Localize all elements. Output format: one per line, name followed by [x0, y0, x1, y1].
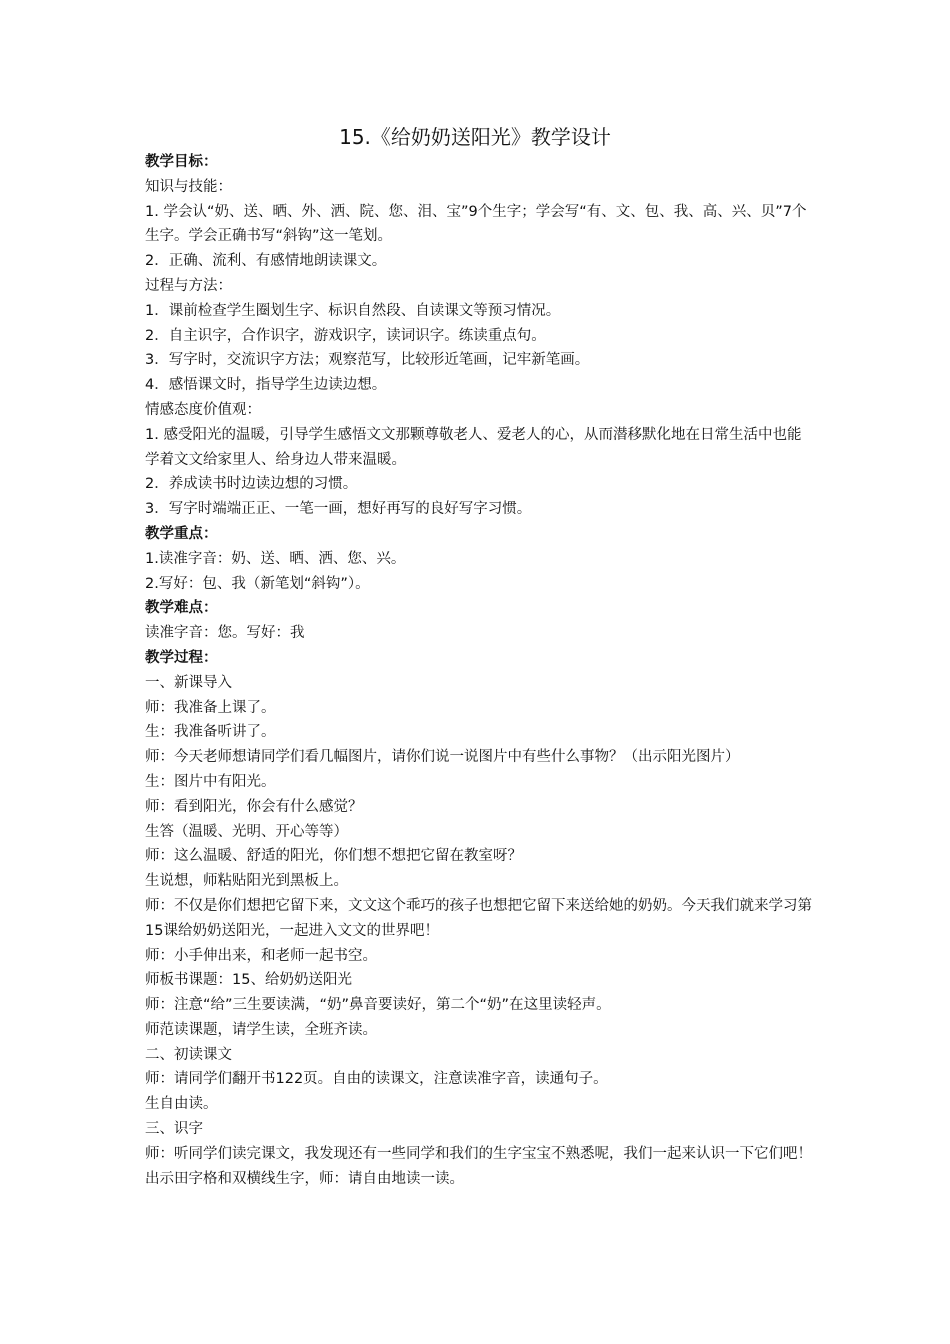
dialogue-line: 生：图片中有阳光。 [145, 773, 276, 790]
dialogue-line: 生答（温暖、光明、开心等等） [145, 823, 348, 840]
dialogue-line: 生：我准备听讲了。 [145, 724, 276, 741]
knowledge-heading: 知识与技能： [145, 178, 232, 195]
section-heading: 三、识字 [145, 1121, 203, 1138]
dialogue-line: 师：看到阳光，你会有什么感觉？ [145, 798, 363, 815]
key-point-item: 2.写好：包、我（新笔划“斜钩”）。 [145, 575, 370, 592]
emotion-heading: 情感态度价值观： [145, 401, 261, 418]
dialogue-line: 师：听同学们读完课文，我发现还有一些同学和我们的生字宝宝不熟悉呢，我们一起来认识一下它们吧！ [145, 1145, 812, 1162]
key-point-item: 1.读准字音：奶、送、晒、洒、您、兴。 [145, 550, 406, 567]
process-item: 3．写字时，交流识字方法；观察范写，比较形近笔画，记牢新笔画。 [145, 352, 590, 369]
document-body [145, 150, 815, 1191]
dialogue-line: 生说想，师粘贴阳光到黑板上。 [145, 873, 348, 890]
difficulties-heading: 教学难点： [145, 600, 218, 617]
dialogue-line: 师板书课题：15、给奶奶送阳光 [145, 972, 352, 989]
document-title: 15.《给奶奶送阳光》教学设计 [339, 125, 611, 149]
dialogue-line: 师：这么温暖、舒适的阳光，你们想不想把它留在教室呀？ [145, 848, 522, 865]
dialogue-line: 师范读课题，请学生读，全班齐读。 [145, 1021, 377, 1038]
knowledge-item: 2．正确、流利、有感情地朗读课文。 [145, 253, 387, 270]
process-item: 2．自主识字，合作识字，游戏识字，读词识字。练读重点句。 [145, 327, 546, 344]
objectives-heading: 教学目标： [145, 154, 218, 170]
dialogue-line: 师：不仅是你们想把它留下来，文文这个乖巧的孩子也想把它留下来送给她的奶奶。今天我们就来学习第15课给奶奶送阳光，一起进入文文的世界吧！ [145, 897, 812, 939]
key-points-heading: 教学重点： [145, 525, 218, 542]
dialogue-line: 出示田字格和双横线生字，师：请自由地读一读。 [145, 1170, 464, 1187]
dialogue-line: 师：请同学们翻开书122页。自由的读课文，注意读准字音，读通句子。 [145, 1071, 608, 1088]
process-heading: 过程与方法： [145, 277, 232, 294]
knowledge-item: 1. 学会认“奶、送、晒、外、洒、院、您、泪、宝”9个生字；学会写“有、文、包、我、高、兴、贝”7个生字。学会正确书写“斜钩”这一笔划。 [145, 203, 807, 245]
emotion-item: 1. 感受阳光的温暖，引导学生感悟文文那颗尊敬老人、爱老人的心，从而潜移默化地在日常生活中也能学着文文给家里人、给身边人带来温暖。 [145, 426, 802, 468]
dialogue-line: 师：注意“给”三生要读满，“奶”鼻音要读好，第二个“奶”在这里读轻声。 [145, 997, 611, 1014]
dialogue-line: 师：今天老师想请同学们看几幅图片，请你们说一说图片中有些什么事物？（出示阳光图片） [145, 749, 740, 766]
procedure-heading: 教学过程： [145, 649, 218, 666]
section-heading: 二、初读课文 [145, 1046, 232, 1063]
dialogue-line: 生自由读。 [145, 1096, 218, 1113]
section-heading: 一、新课导入 [145, 674, 232, 691]
difficulties-text: 读准字音：您。写好：我 [145, 625, 305, 642]
dialogue-line: 师：我准备上课了。 [145, 699, 276, 716]
emotion-item: 2．养成读书时边读边想的习惯。 [145, 476, 358, 493]
emotion-item: 3．写字时端端正正、一笔一画，想好再写的良好写字习惯。 [145, 501, 532, 518]
dialogue-line: 师：小手伸出来，和老师一起书空。 [145, 947, 377, 964]
process-item: 4．感悟课文时，指导学生边读边想。 [145, 377, 387, 394]
process-item: 1．课前检查学生圈划生字、标识自然段、自读课文等预习情况。 [145, 302, 561, 319]
